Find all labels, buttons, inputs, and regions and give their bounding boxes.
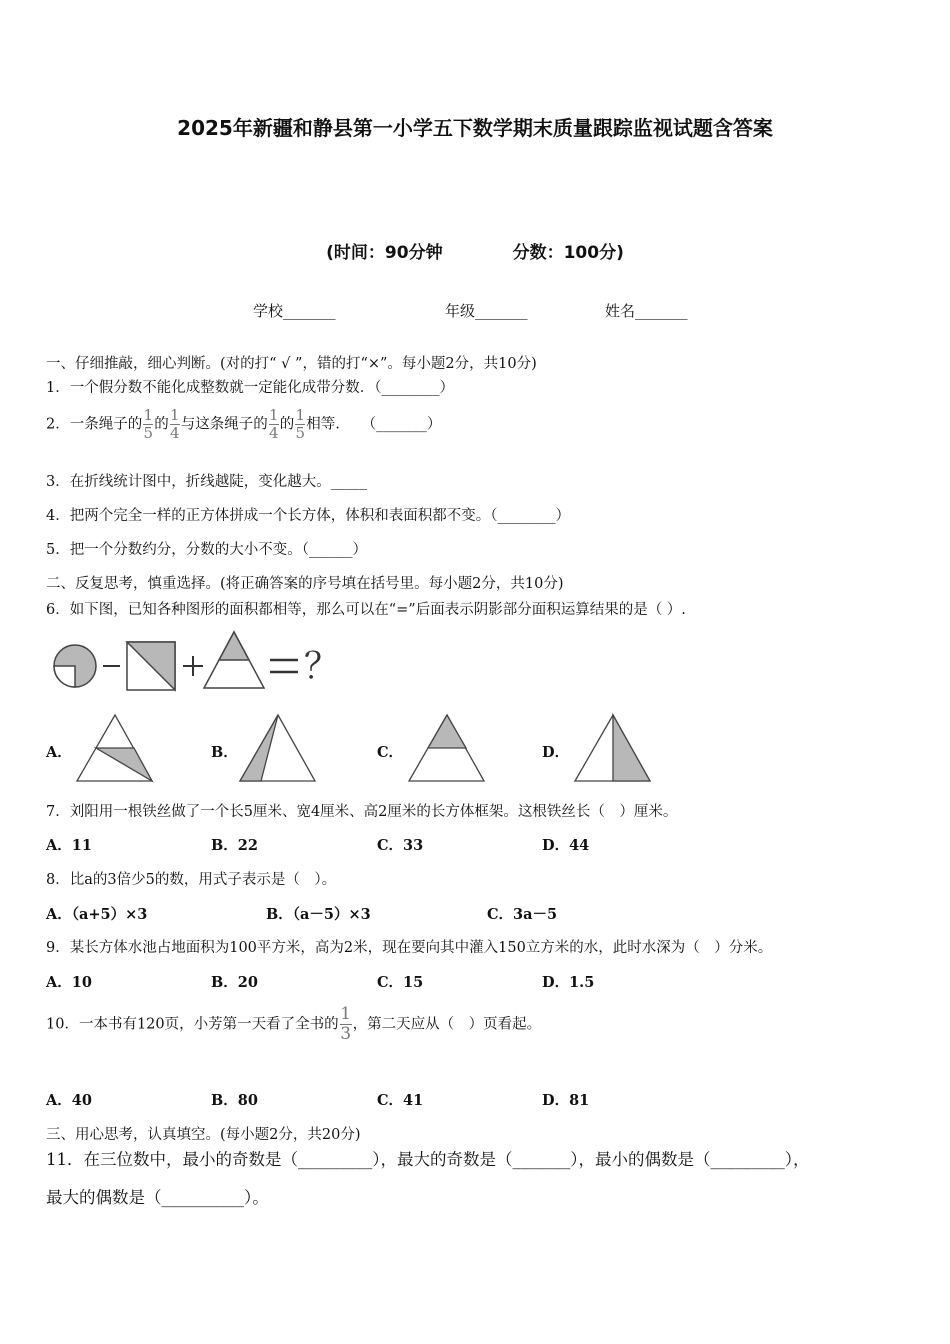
fraction-1-5-b: $\frac{1}{5}$ (295, 406, 305, 442)
q8-option-b[interactable]: B．（a－5）×3 (266, 906, 371, 923)
question-mark: ？ (304, 646, 341, 687)
fraction-1-3: $\frac{1}{3}$ (340, 1004, 352, 1044)
q10-option-b[interactable]: B．80 (211, 1092, 258, 1109)
exam-header (0, 238, 950, 263)
section-3-heading: 三、用心思考，认真填空。(每小题2分，共20分) (46, 1127, 361, 1143)
q6-equation-figure (46, 628, 341, 692)
section-1-heading: 一、仔细推敲，细心判断。(对的打“ √ ”，错的打“×”。每小题2分，共10分) (46, 356, 537, 372)
question-7: 7．刘阳用一根铁丝做了一个长5厘米、宽4厘米、高2厘米的长方体框架。这根铁丝长（ ）厘米。 (46, 804, 678, 820)
q6-option-d-figure (574, 714, 652, 782)
fraction-1-5: $\frac{1}{5}$ (143, 406, 153, 442)
question-11-line-1: 11．在三位数中，最小的奇数是（_________），最大的奇数是（_______），最小的偶数是（_________）， (46, 1150, 810, 1169)
question-11-line-2: 最大的偶数是（__________）。 (46, 1188, 269, 1207)
q9-option-c[interactable]: C．15 (377, 974, 424, 991)
q9-option-a[interactable]: A．10 (46, 974, 92, 991)
question-3: 3．在折线统计图中，折线越陡，变化越大。_____ (46, 474, 367, 490)
q7-option-a[interactable]: A．11 (46, 837, 92, 854)
name-field[interactable]: 姓名_______ (605, 302, 688, 320)
q6-option-c[interactable]: C． (377, 744, 404, 761)
fraction-1-4-b: $\frac{1}{4}$ (268, 406, 279, 442)
q8-option-c[interactable]: C．3a－5 (487, 906, 558, 923)
q10-option-a[interactable]: A．40 (46, 1092, 92, 1109)
q9-option-b[interactable]: B．20 (211, 974, 258, 991)
question-4: 4．把两个完全一样的正方体拼成一个长方体，体积和表面积都不变。（________） (46, 508, 570, 524)
q6-option-a-figure (76, 714, 154, 782)
question-2: 2．一条绳子的$\frac{1}{5}$的$\frac{1}{4}$与这条绳子的$\frac{1}{4}$的$\frac{1}{5}$相等. （_______） (46, 406, 442, 442)
fraction-1-4: $\frac{1}{4}$ (169, 406, 180, 442)
q7-option-d[interactable]: D．44 (542, 837, 590, 854)
question-10: 10．一本书有120页，小芳第一天看了全书的$\frac{1}{3}$，第二天应从（ ）页看起。 (46, 1004, 542, 1044)
q10-option-d[interactable]: D．81 (542, 1092, 590, 1109)
triangle-shaded-top (219, 632, 249, 660)
question-1: 1．一个假分数不能化成整数就一定能化成带分数．（________） (46, 380, 454, 396)
circle-quarter-cutout (54, 666, 75, 687)
question-8: 8．比a的3倍少5的数，用式子表示是（ ）。 (46, 872, 337, 888)
q10-option-c[interactable]: C．41 (377, 1092, 424, 1109)
q8-option-a[interactable]: A．（a+5）×3 (46, 906, 148, 923)
question-6: 6．如下图，已知各种图形的面积都相等，那么可以在“=”后面表示阴影部分面积运算结果的是（ ）. (46, 602, 686, 618)
page-title: 2025年新疆和静县第一小学五下数学期末质量跟踪监视试题含答案 (177, 116, 773, 140)
question-5: 5．把一个分数约分，分数的大小不变。（______） (46, 542, 367, 558)
q6-option-b-figure (239, 714, 317, 782)
q9-option-d[interactable]: D．1.5 (542, 974, 595, 991)
q6-option-a[interactable]: A． (46, 744, 72, 761)
q6-option-d[interactable]: D． (542, 744, 570, 761)
school-field[interactable]: 学校_______ (253, 302, 336, 320)
q7-option-c[interactable]: C．33 (377, 837, 424, 854)
question-9: 9．某长方体水池占地面积为100平方米，高为2米，现在要向其中灌入150立方米的水，此时水深为（ ）分米。 (46, 940, 773, 956)
q7-option-b[interactable]: B．22 (211, 837, 258, 854)
grade-field[interactable]: 年级_______ (445, 302, 528, 320)
score-label: 分数：100分) (512, 243, 624, 263)
time-label: (时间：90分钟 (326, 243, 443, 263)
section-2-heading: 二、反复思考，慎重选择。(将正确答案的序号填在括号里。每小题2分，共10分) (46, 576, 564, 592)
q6-option-c-figure (408, 714, 486, 782)
q6-option-b[interactable]: B． (211, 744, 238, 761)
